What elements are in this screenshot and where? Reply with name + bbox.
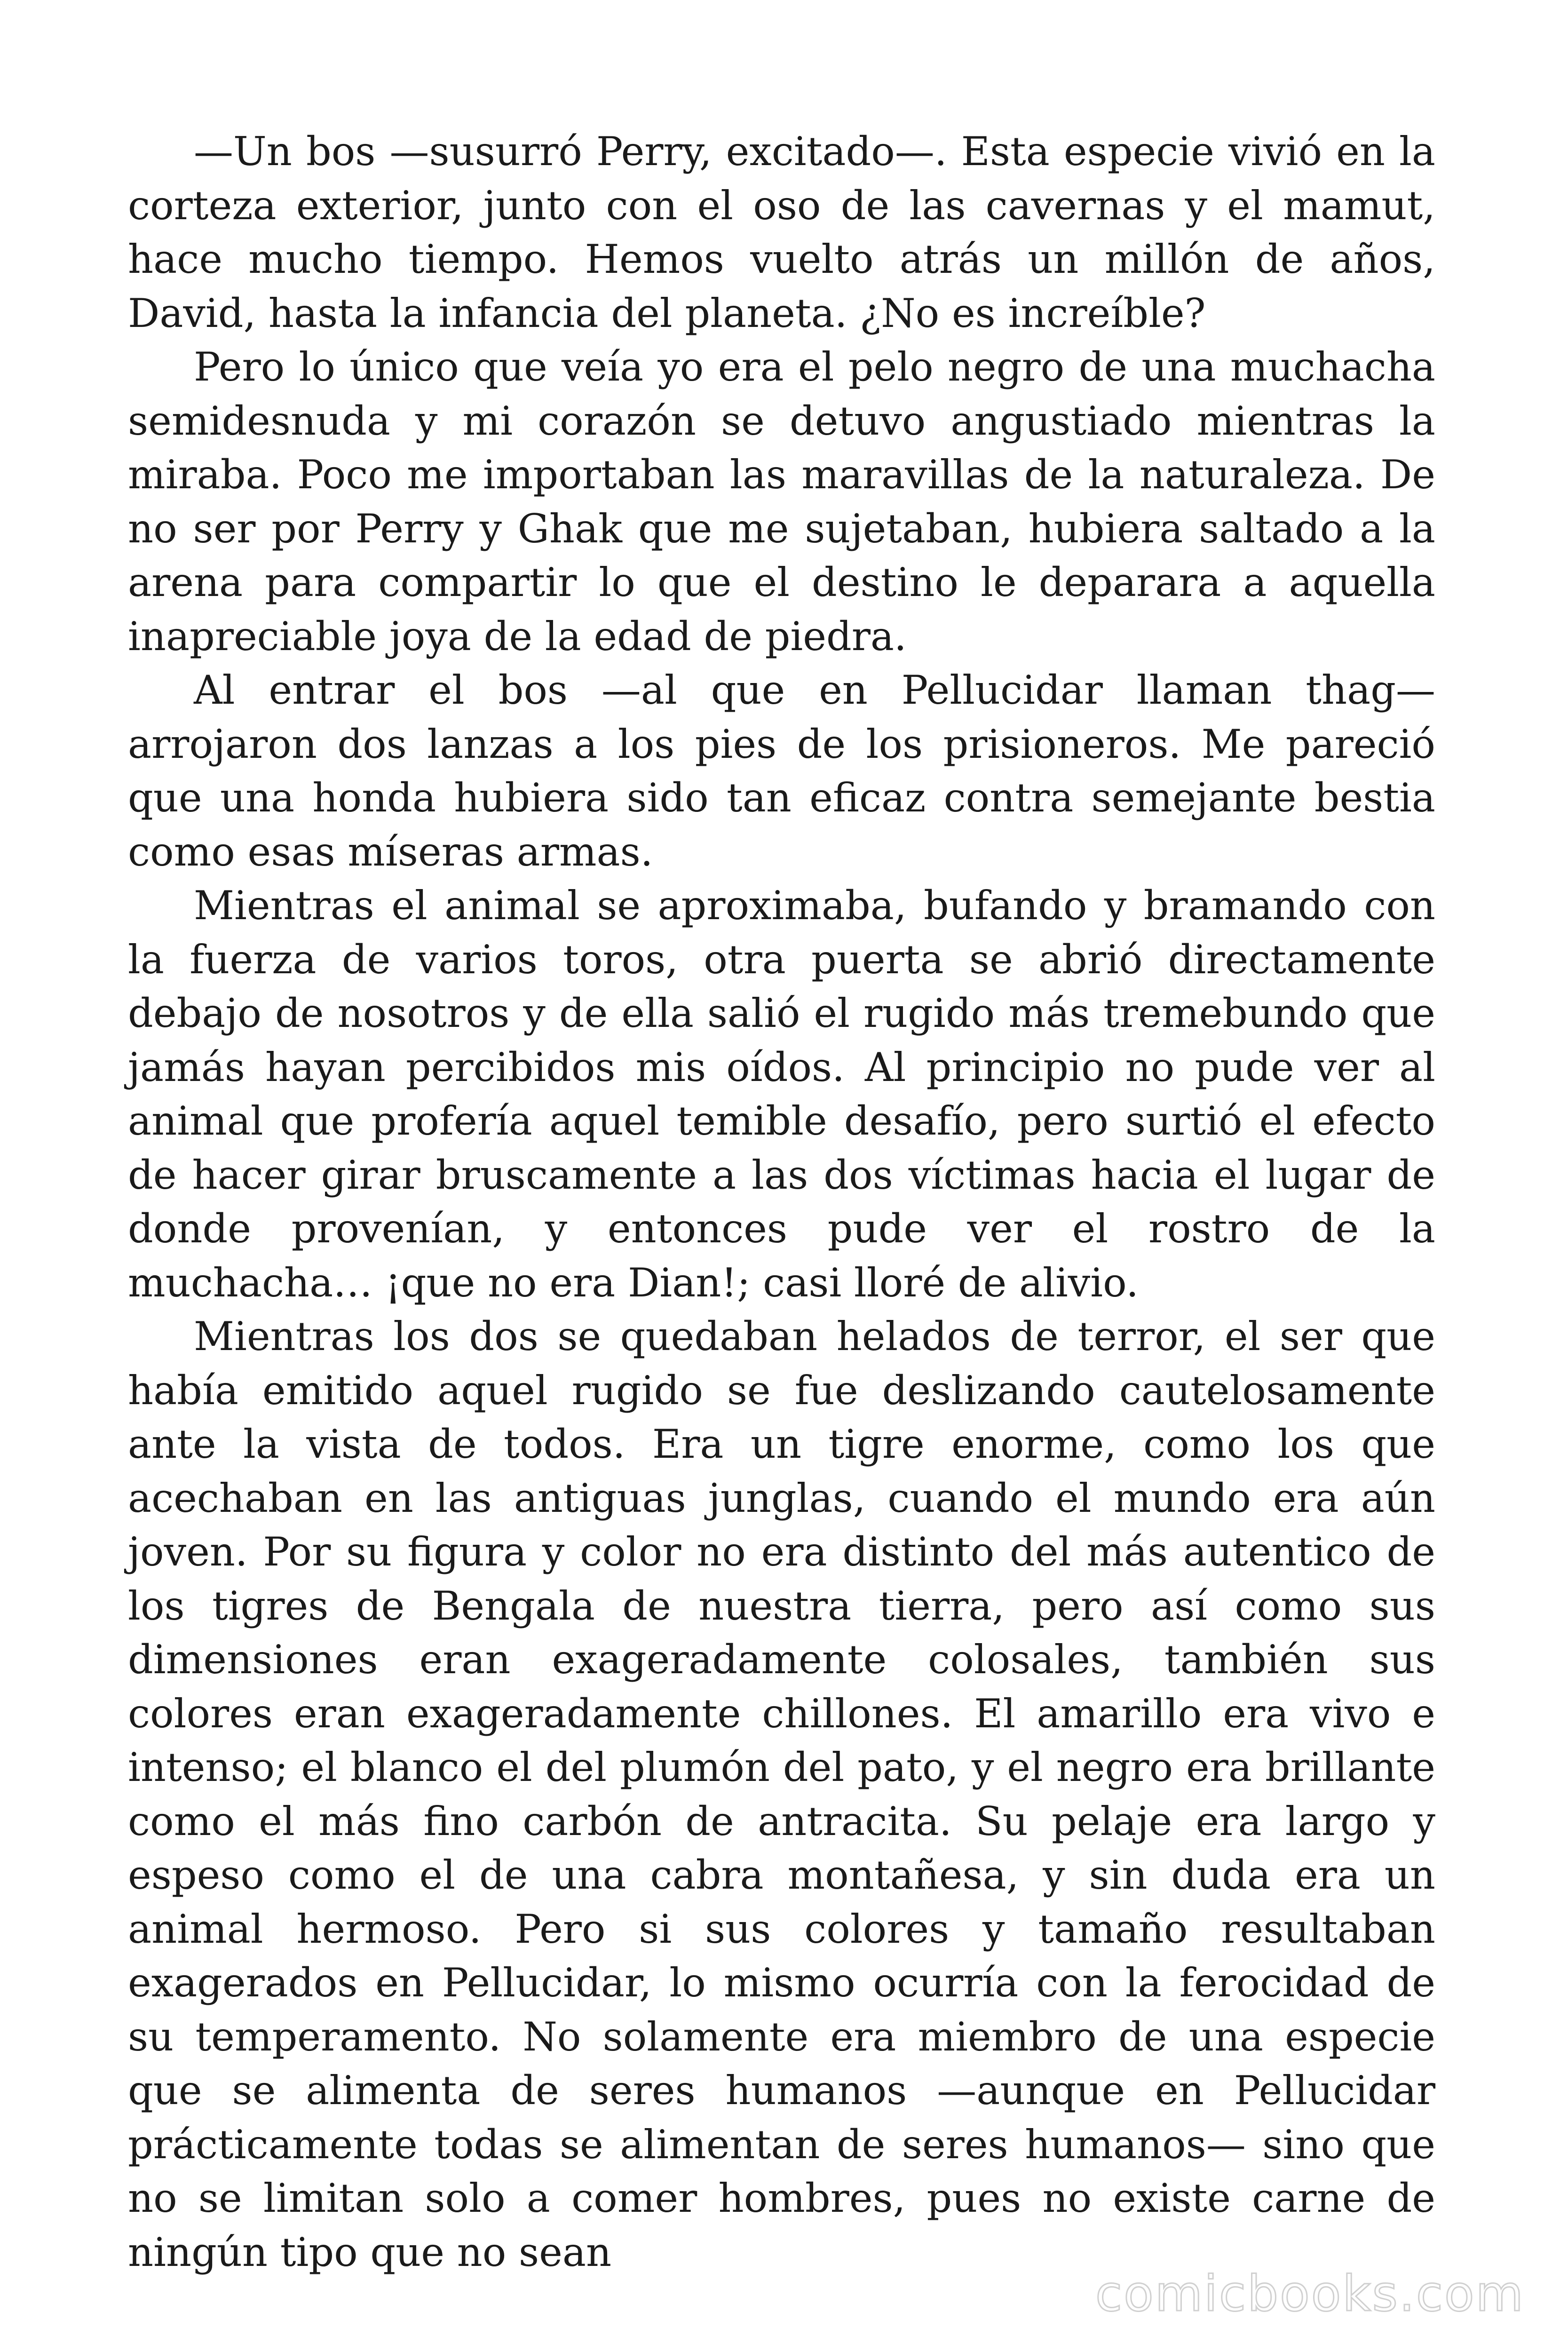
paragraph-5: Mientras los dos se quedaban helados de terror, el ser que había emitido aquel rugido se fue deslizando cautelosamente ante la vista de todos. Era un tigre enorme, como los que acechaban en las antiguas junglas, cuando el mundo era aún joven. Por su figura y color no era distinto del más autentico de los tigres de Bengala de nuestra tierra, pero así como sus dimensiones eran exageradamente colosales, también sus colores eran exageradamente chillones. El amarillo era vivo e intenso; el blanco el del plumón del pato, y el negro era brillante como el más fino carbón de antracita. Su pelaje era largo y espeso como el de una cabra montañesa, y sin duda era un animal hermoso. Pero si sus colores y tamaño resultaban exagerados en Pellucidar, lo mismo ocurría con la ferocidad de su temperamento. No solamente era miembro de una especie que se alimenta de seres humanos —aunque en Pellucidar prácticamente todas se alimentan de seres humanos— sino que no se limitan solo a comer hombres, pues no existe carne de ningún tipo que no sean [128,1313,1435,2275]
paragraph-4: Mientras el animal se aproximaba, bufando y bramando con la fuerza de varios toros, otra puerta se abrió directamente debajo de nosotros y de ella salió el rugido más tremebundo que jamás hayan percibidos mis oídos. Al principio no pude ver al animal que profería aquel temible desafío, pero surtió el efecto de hacer girar bruscamente a las dos víctimas hacia el lugar de donde provenían, y entonces pude ver el rostro de la muchacha… ¡que no era Dian!; casi lloré de alivio. [128,882,1435,1306]
watermark: comicbooks.com [1095,2265,1525,2322]
paragraph-2: Pero lo único que veía yo era el pelo negro de una muchacha semidesnuda y mi corazón se detuvo angustiado mientras la miraba. Poco me importaban las maravillas de la naturaleza. De no ser por Perry y Ghak que me sujetaban, hubiera saltado a la arena para compartir lo que el destino le deparara a aquella inapreciable joya de la edad de piedra. [128,344,1435,660]
body-text [128,125,1435,2279]
paragraph-1: —Un bos —susurró Perry, excitado—. Esta especie vivió en la corteza exterior, junto con el oso de las cavernas y el mamut, hace mucho tiempo. Hemos vuelto atrás un millón de años, David, hasta la infancia del planeta. ¿No es increíble? [128,128,1435,336]
paragraph-3: Al entrar el bos —al que en Pellucidar llaman thag— arrojaron dos lanzas a los pies de los prisioneros. Me pareció que una honda hubiera sido tan eficaz contra semejante bestia como esas míseras armas. [128,667,1435,875]
